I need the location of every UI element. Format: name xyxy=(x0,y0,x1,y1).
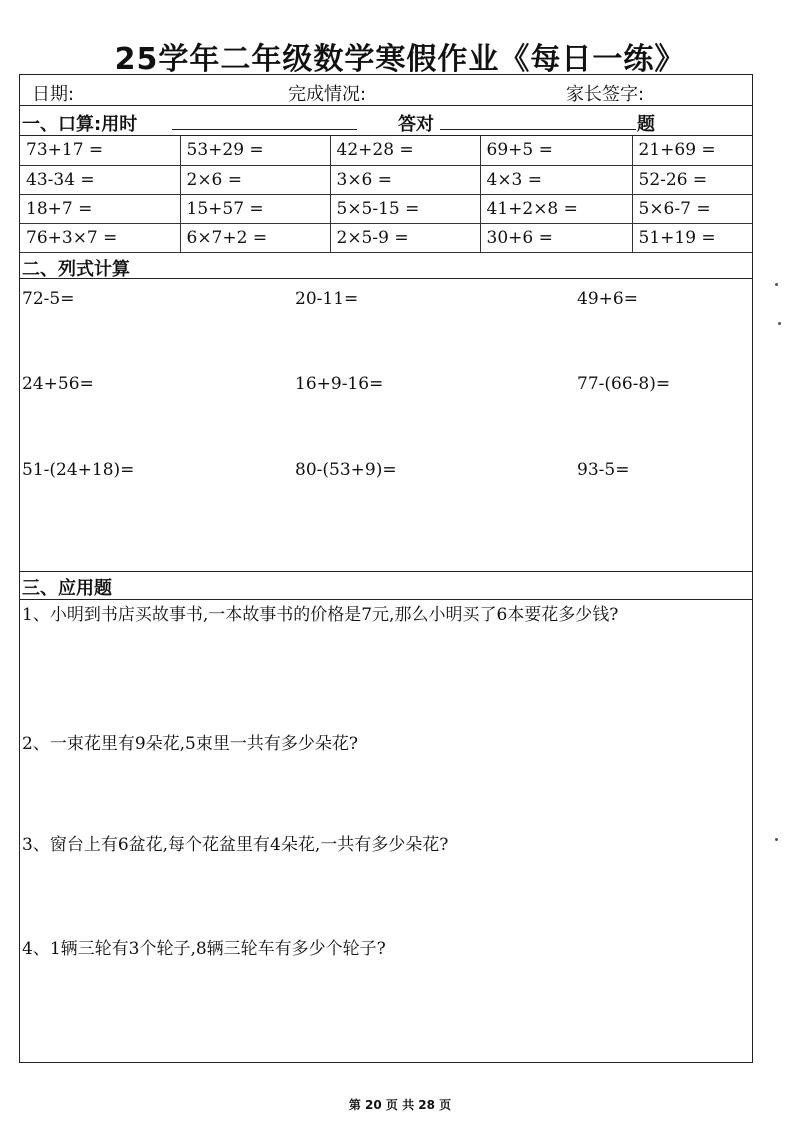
word-problem: 3、窗台上有6盆花,每个花盆里有4朵花,一共有多少朵花? xyxy=(22,835,449,855)
calc-problem: 49+6= xyxy=(577,289,638,309)
problem-cell: 5×5-15 = xyxy=(330,194,480,223)
problem-cell: 52-26 = xyxy=(632,165,752,194)
problem-cell: 53+29 = xyxy=(180,136,330,165)
problem-cell: 6×7+2 = xyxy=(180,223,330,252)
section3-header xyxy=(20,572,752,600)
calc-problem: 93-5= xyxy=(577,460,630,480)
problem-cell: 4×3 = xyxy=(480,165,632,194)
problem-cell: 73+17 = xyxy=(20,136,180,165)
table-row xyxy=(20,223,752,252)
problem-cell: 51+19 = xyxy=(632,223,752,252)
table-row xyxy=(20,194,752,223)
scan-speck xyxy=(778,322,781,325)
calc-problem: 51-(24+18)= xyxy=(22,460,135,480)
section2-header xyxy=(20,253,752,279)
scan-speck xyxy=(775,838,778,841)
calc-problem: 72-5= xyxy=(22,289,75,309)
date-label: 日期: xyxy=(32,84,75,105)
problem-cell: 2×5-9 = xyxy=(330,223,480,252)
calc-problem: 24+56= xyxy=(22,374,94,394)
problem-cell: 5×6-7 = xyxy=(632,194,752,223)
parent-signature-label: 家长签字: xyxy=(566,84,645,105)
problem-cell: 69+5 = xyxy=(480,136,632,165)
problem-cell: 30+6 = xyxy=(480,223,632,252)
page-title: 25学年二年级数学寒假作业《每日一练》 xyxy=(114,42,686,77)
section3-heading: 三、应用题 xyxy=(22,578,112,599)
correct-count-blank[interactable] xyxy=(440,111,636,130)
scan-speck xyxy=(775,283,778,286)
section1-header xyxy=(20,106,752,136)
time-blank[interactable] xyxy=(172,111,357,130)
calc-problem: 20-11= xyxy=(295,289,359,309)
info-row xyxy=(20,75,752,106)
section2-heading: 二、列式计算 xyxy=(22,259,130,280)
calc-problem: 80-(53+9)= xyxy=(295,460,397,480)
word-problem: 4、1辆三轮有3个轮子,8辆三轮车有多少个轮子? xyxy=(22,939,386,959)
page-number: 第 20 页 共 28 页 xyxy=(348,1098,452,1112)
problem-cell: 15+57 = xyxy=(180,194,330,223)
table-row xyxy=(20,165,752,194)
problem-cell: 76+3×7 = xyxy=(20,223,180,252)
problem-cell: 21+69 = xyxy=(632,136,752,165)
problem-cell: 41+2×8 = xyxy=(480,194,632,223)
problem-cell: 3×6 = xyxy=(330,165,480,194)
status-label: 完成情况: xyxy=(288,84,367,105)
column-calculation-area xyxy=(20,279,752,572)
problem-cell: 2×6 = xyxy=(180,165,330,194)
correct-label: 答对 xyxy=(398,114,434,135)
calc-problem: 16+9-16= xyxy=(295,374,384,394)
unit-label: 题 xyxy=(637,114,655,135)
problem-cell: 42+28 = xyxy=(330,136,480,165)
word-problem: 2、一束花里有9朵花,5束里一共有多少朵花? xyxy=(22,734,358,754)
calc-problem: 77-(66-8)= xyxy=(577,374,671,394)
problem-cell: 43-34 = xyxy=(20,165,180,194)
section1-heading: 一、口算:用时 xyxy=(22,114,138,135)
worksheet xyxy=(19,74,753,1063)
word-problem: 1、小明到书店买故事书,一本故事书的价格是7元,那么小明买了6本要花多少钱? xyxy=(22,605,619,625)
problem-cell: 18+7 = xyxy=(20,194,180,223)
mental-math-grid xyxy=(20,136,752,253)
table-row xyxy=(20,136,752,165)
